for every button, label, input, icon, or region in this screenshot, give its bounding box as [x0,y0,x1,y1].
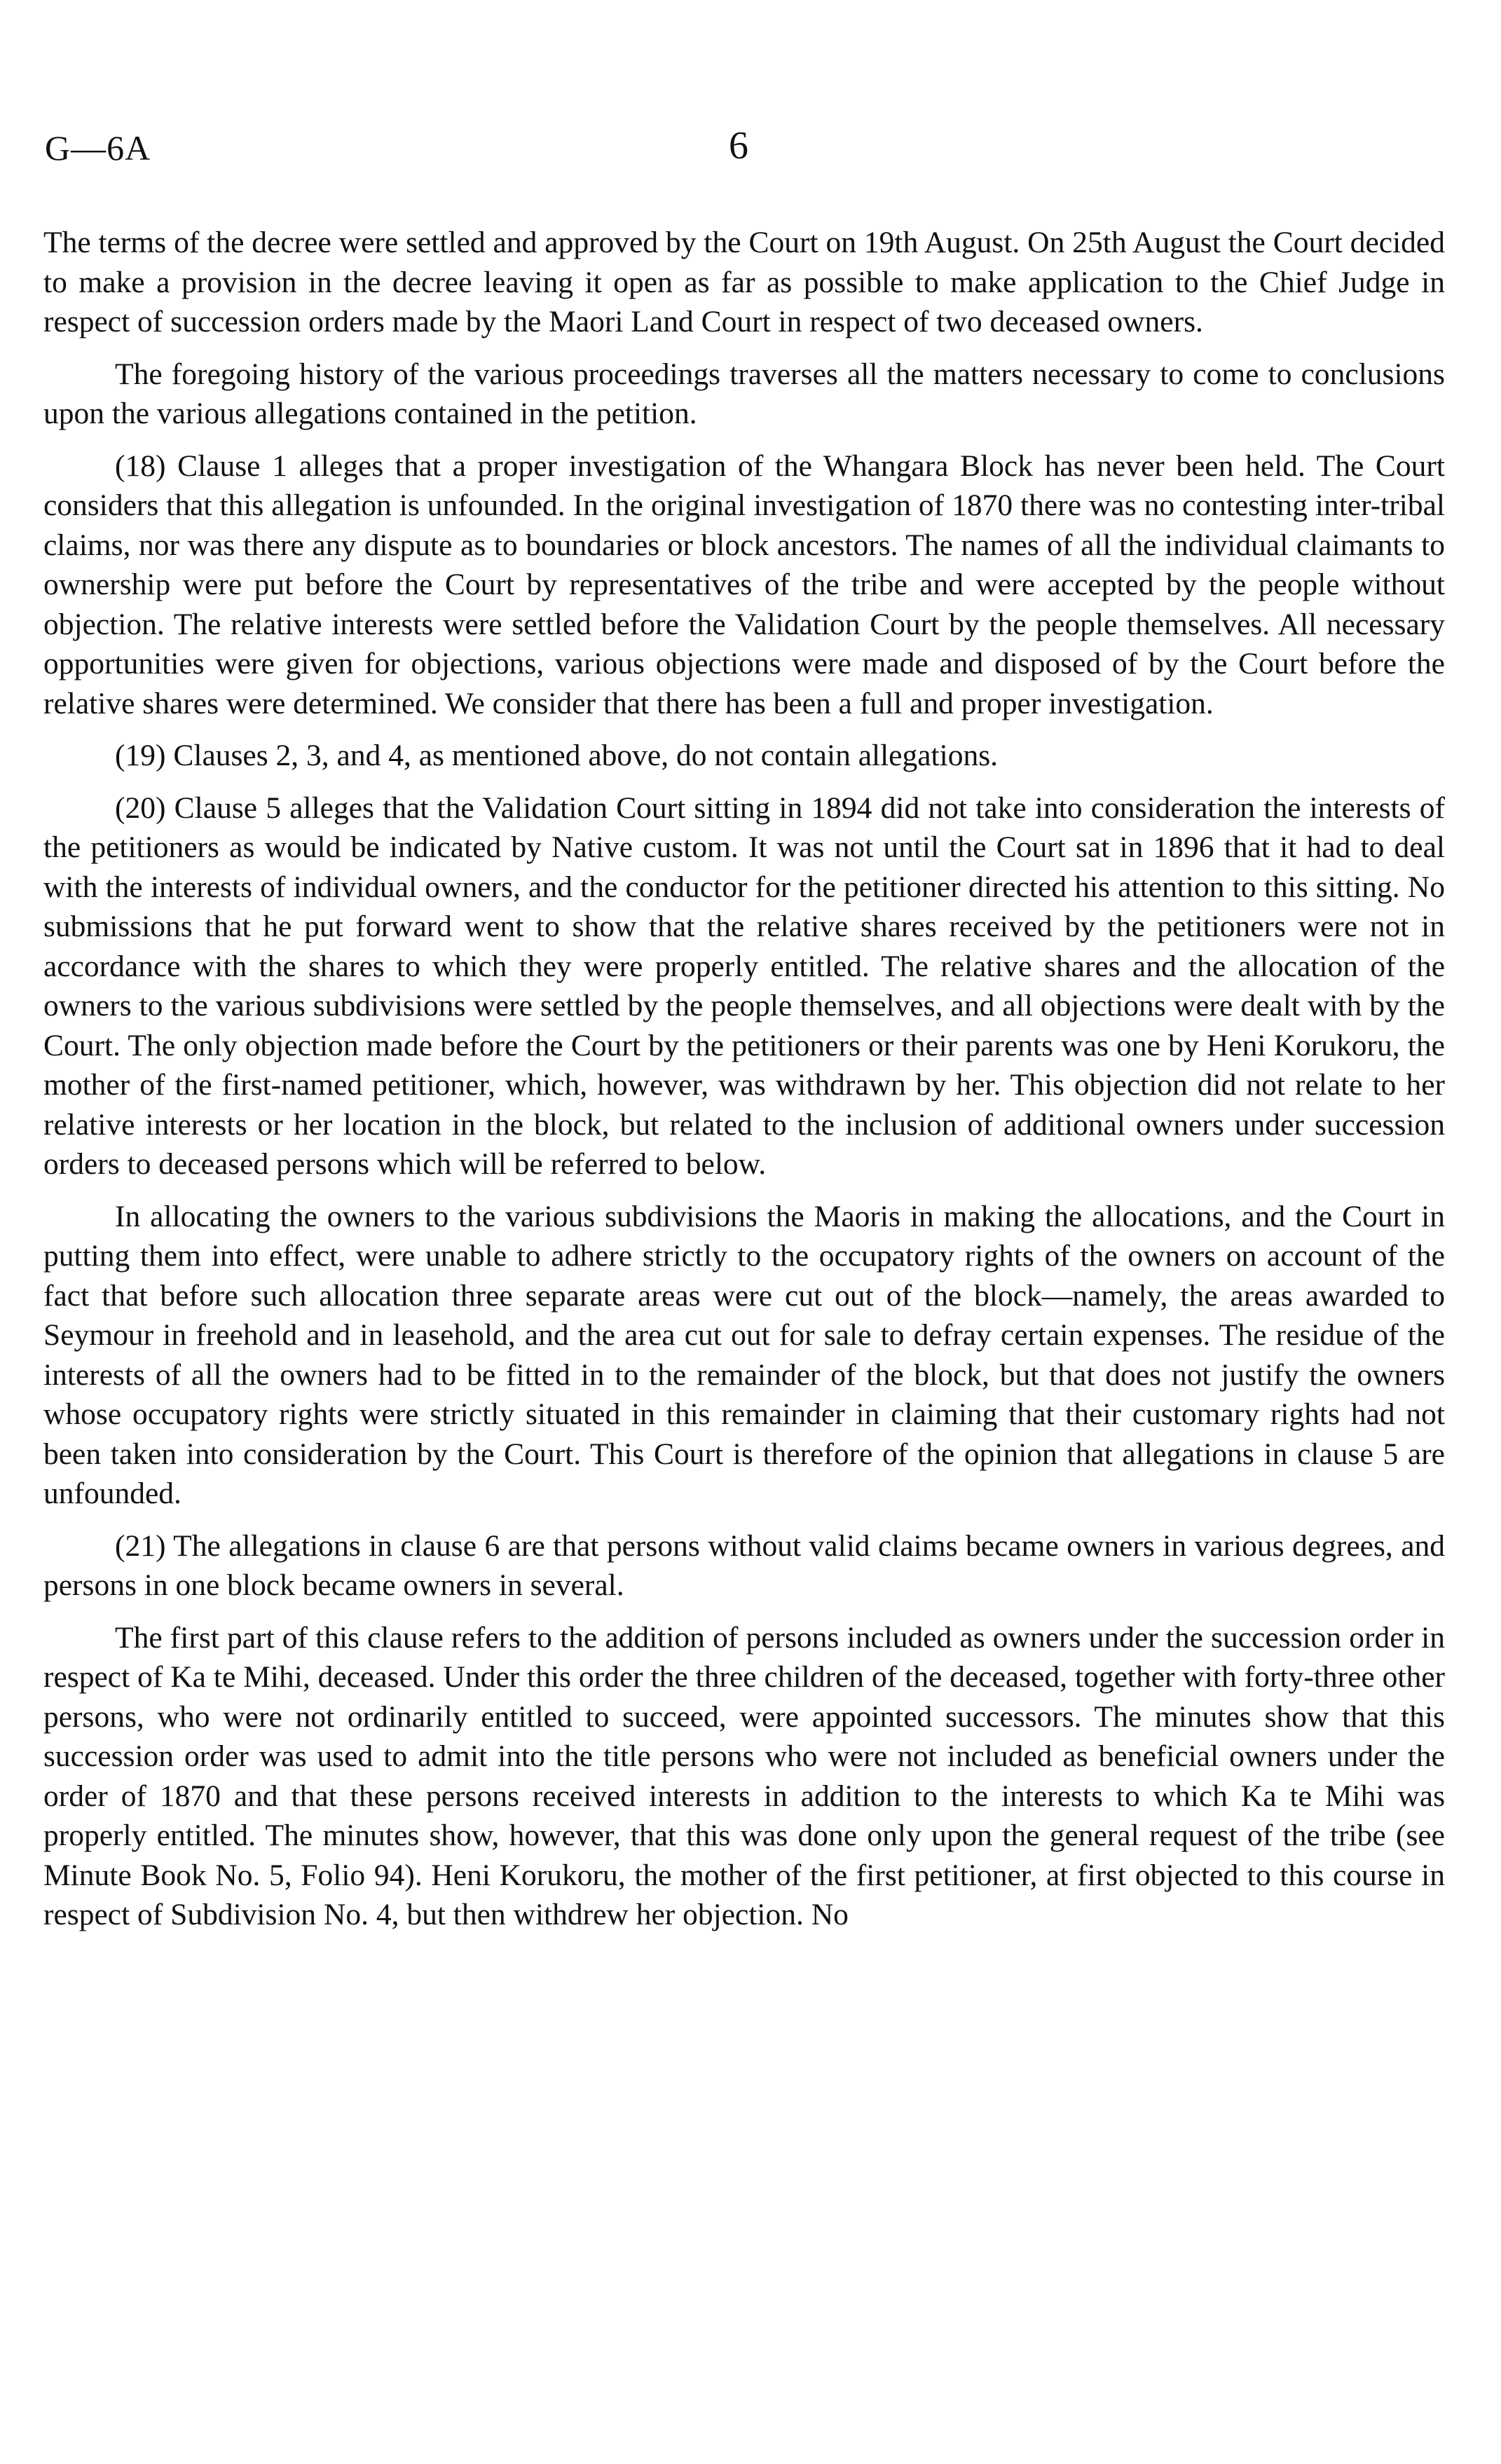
paragraph-19: (19) Clauses 2, 3, and 4, as mentioned above, do not contain allegations. [115,739,999,772]
paragraph-decree-terms: The terms of the decree were settled and approved by the Court on 19th August. On 25th August the Court decided to make a provision in the decree leaving it open as far as possible to make application to the Chief Judge in respect of succession orders made by the Maori Land Court in respect of two deceased owners. [43,226,1445,338]
paragraph-foregoing-history: The foregoing history of the various proceedings traverses all the matters necessary to come to conclusions upon the various allegations contained in the petition. [43,357,1445,430]
paragraph-18: (18) Clause 1 alleges that a proper investigation of the Whangara Block has never been held. The Court considers that this allegation is unfounded. In the original investigation of 1870 there was no contesting inter-tribal claims, nor was there any dispute as to boundaries or block ancestors. The names of all the individual claimants to ownership were put before the Court by representatives of the tribe and were accepted by the people without objection. The relative interests were settled before the Validation Court by the people themselves. All necessary opportunities were given for objections, various objections were made and disposed of by the Court before the relative shares were determined. We consider that there has been a full and proper investigation. [43,449,1445,720]
body-text [43,223,1445,1948]
paragraph-21: (21) The allegations in clause 6 are that persons without valid claims became owners in various degrees, and persons in one block became owners in several. [43,1528,1445,1602]
page-reference: G—6A [45,128,151,167]
paragraph-succession-order: The first part of this clause refers to the addition of persons included as owners under the succession order in respect of Ka te Mihi, deceased. Under this order the three children of the deceased, together with forty-three other persons, who were not ordinarily entitled to succeed, were appointed successors. The minutes show that this succession order was used to admit into the title persons who were not included as beneficial owners under the order of 1870 and that these persons received interests in addition to the interests to which Ka te Mihi was properly entitled. The minutes show, however, that this was done only upon the general request of the tribe (see Minute Book No. 5, Folio 94). Heni Korukoru, the mother of the first petitioner, at first objected to this course in respect of Subdivision No. 4, but then withdrew her objection. No [43,1620,1445,1931]
page-number: 6 [729,124,748,167]
paragraph-allocation: In allocating the owners to the various subdivisions the Maoris in making the allocations, and the Court in putting them into effect, were unable to adhere strictly to the occupatory rights of the owners on account of the fact that before such allocation three separate areas were cut out of the block—namely, the areas awarded to Seymour in freehold and in leasehold, and the area cut out for sale to defray certain expenses. The residue of the interests of all the owners had to be fitted in to the remainder of the block, but that does not justify the owners whose occupatory rights were strictly situated in this remainder in claiming that their customary rights had not been taken into consideration by the Court. This Court is therefore of the opinion that allegations in clause 5 are unfounded. [43,1199,1445,1510]
paragraph-20: (20) Clause 5 alleges that the Validation Court sitting in 1894 did not take into consideration the interests of the petitioners as would be indicated by Native custom. It was not until the Court sat in 1896 that it had to deal with the interests of individual owners, and the conductor for the petitioner directed his attention to this sitting. No submissions that he put forward went to show that the relative shares received by the petitioners were not in accordance with the shares to which they were properly entitled. The relative shares and the allocation of the owners to the various subdivisions were settled by the people themselves, and all objections were dealt with by the Court. The only objection made before the Court by the petitioners or their parents was one by Heni Korukoru, the mother of the first-named petitioner, which, however, was withdrawn by her. This objection did not relate to her relative interests or her location in the block, but related to the inclusion of additional owners under succession orders to deceased persons which will be referred to below. [43,790,1445,1181]
